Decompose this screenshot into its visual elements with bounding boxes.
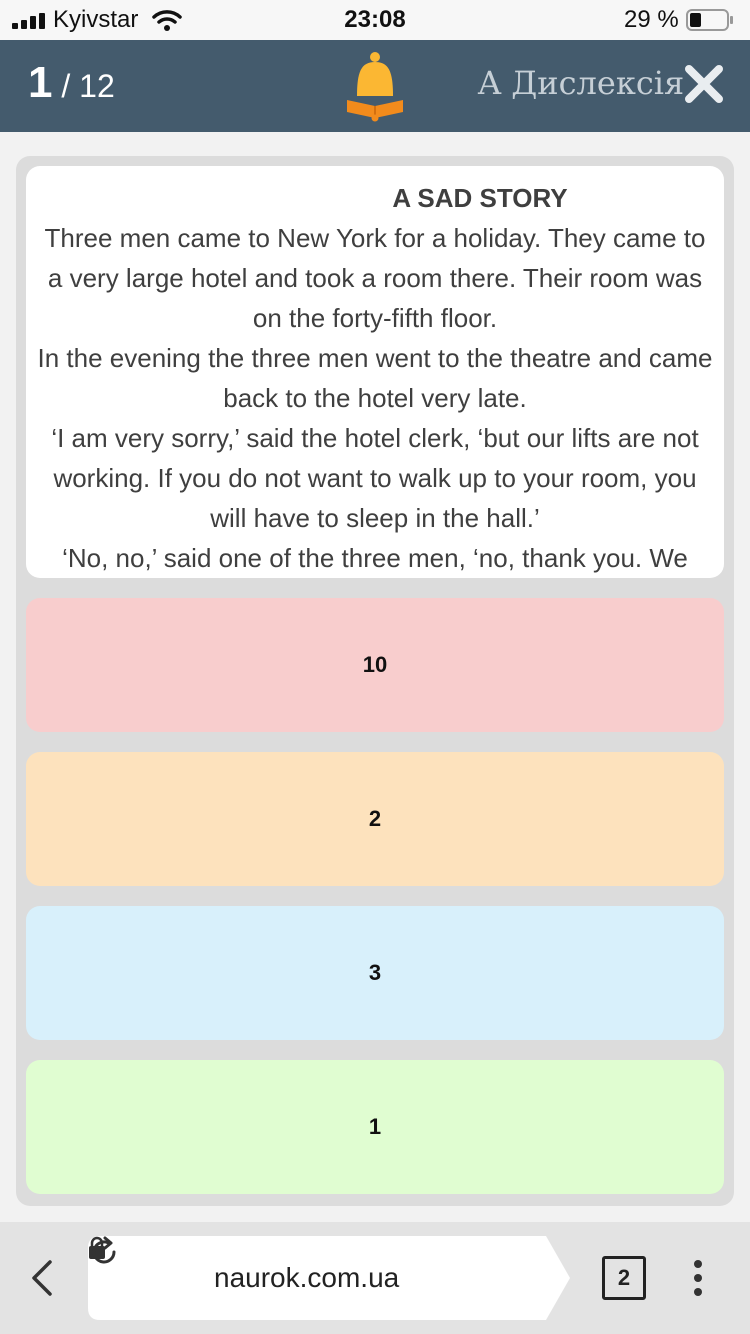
quiz-header (0, 40, 750, 132)
status-bar (0, 0, 750, 40)
browser-toolbar (0, 1222, 750, 1334)
total-questions: / 12 (52, 68, 115, 104)
battery-icon (686, 8, 734, 32)
more-options-icon[interactable] (690, 1258, 706, 1298)
address-bar[interactable] (88, 1236, 570, 1320)
tab-switcher-button[interactable]: 2 (602, 1256, 646, 1300)
story-title: A SAD STORY (392, 183, 568, 213)
answer-label: 3 (368, 960, 382, 985)
answer-label: 10 (362, 652, 388, 677)
current-question-number: 1 (28, 58, 53, 107)
dyslexia-toggle[interactable]: A Дислексія (478, 64, 685, 102)
question-text-box[interactable] (26, 166, 724, 578)
answer-label: 2 (368, 806, 382, 831)
answer-option-1[interactable] (26, 598, 724, 732)
clock: 23:08 (344, 6, 406, 33)
close-icon[interactable] (682, 62, 726, 106)
battery-percentage: 29 % (624, 6, 679, 33)
story-paragraph: ‘No, no,’ said one of the three men, ‘no, thank you. We (62, 543, 688, 573)
answer-option-2[interactable] (26, 752, 724, 886)
answer-option-4[interactable] (26, 1060, 724, 1194)
story-paragraph: ‘I am very sorry,’ said the hotel clerk, ‘but our lifts are not working. If you do not want to walk up to your room, you will have to sleep in the hall.’ (51, 423, 699, 533)
carrier-name: Kyivstar (53, 6, 139, 33)
back-arrow-icon[interactable] (28, 1258, 56, 1298)
story-paragraph: In the evening the three men went to the theatre and came back to the hotel very late. (37, 343, 713, 413)
answer-option-3[interactable] (26, 906, 724, 1040)
reload-icon[interactable] (88, 1236, 120, 1268)
bell-book-logo-icon (343, 50, 407, 122)
url-text: naurok.com.ua (214, 1262, 400, 1293)
question-counter (28, 58, 115, 108)
answer-label: 1 (368, 1114, 382, 1139)
story-paragraph: Three men came to New York for a holiday. They came to a very large hotel and took a room there. Their room was on the forty-fifth floor. (44, 223, 706, 333)
